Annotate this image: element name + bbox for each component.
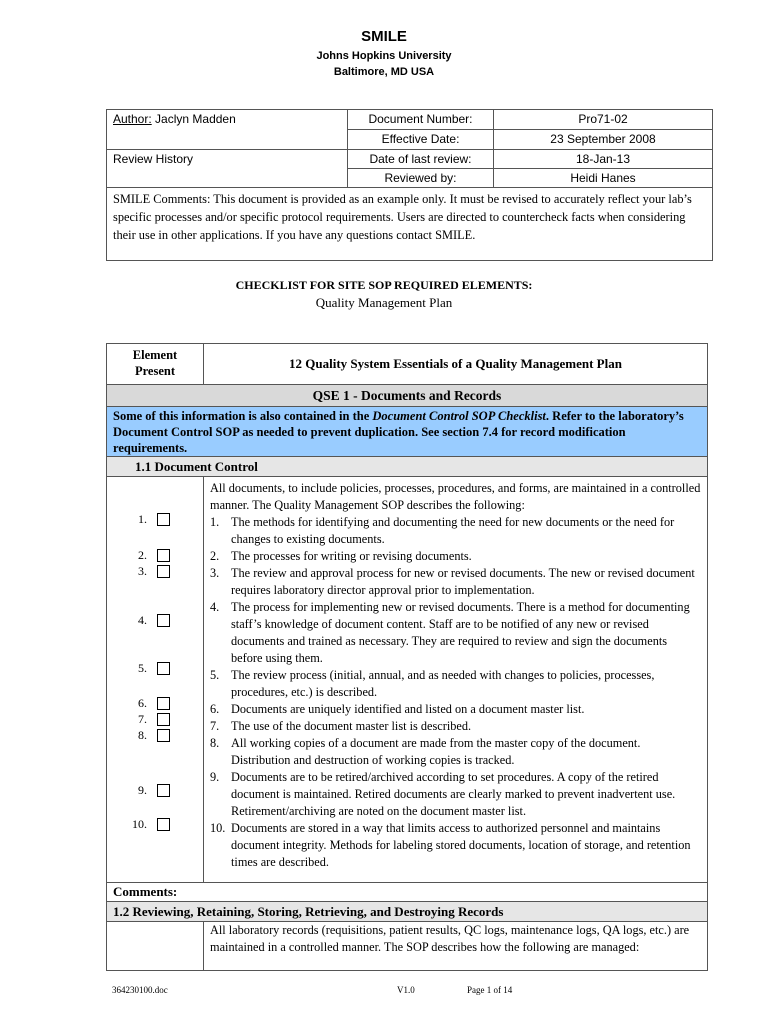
author-name: Jaclyn Madden (155, 112, 236, 126)
records-text: All laboratory records (requisitions, patient results, QC logs, maintenance logs, QA logs, etc.) are maintained in a controlled manner. The SOP describes how the following are managed: (210, 923, 690, 954)
checkbox-row (129, 781, 170, 798)
item-text: The use of the document master list is described. (231, 719, 472, 733)
checkbox-row (129, 611, 170, 628)
last-review-label: Date of last review: (348, 150, 494, 169)
note-reference: Document Control SOP Checklist (372, 409, 546, 423)
document-control-body (107, 477, 707, 883)
checkbox-row (129, 546, 170, 563)
list-item (210, 701, 701, 718)
element-present-header (107, 344, 204, 384)
item-number: 5. (210, 668, 220, 682)
checkbox-8[interactable] (157, 729, 170, 742)
note-text-start: Some of this information is also contained in the (113, 409, 373, 423)
table-header-row (107, 344, 707, 385)
checklist-table (106, 343, 708, 971)
item-number: 7. (210, 719, 220, 733)
org-location: Baltimore, MD USA (333, 66, 435, 78)
qse-title-row: QSE 1 - Documents and Records (107, 385, 707, 407)
section-records: 1.2 Reviewing, Retaining, Storing, Retrieving, and Destroying Records (107, 902, 707, 922)
checkbox-6[interactable] (157, 697, 170, 710)
checkbox-row (129, 815, 170, 832)
checkbox-3[interactable] (157, 565, 170, 578)
checkbox-label: 9. (138, 783, 147, 798)
item-number: 1. (210, 515, 220, 529)
section-document-control: 1.1 Document Control (107, 457, 707, 477)
list-item (210, 820, 701, 871)
item-text: The processes for writing or revising documents. (231, 549, 472, 563)
checklist-subtitle: Quality Management Plan (315, 295, 453, 310)
checkbox-row (129, 726, 170, 743)
item-text: All working copies of a document are made from the master copy of the document. Distribution and destruction of working copies is tracked. (231, 736, 641, 767)
checkbox-label: 8. (138, 728, 147, 743)
records-checkbox-column (107, 922, 204, 970)
checkbox-5[interactable] (157, 662, 170, 675)
footer-filename: 364230100.doc (112, 985, 168, 995)
checkbox-4[interactable] (157, 614, 170, 627)
note-text-end: . Refer to the laboratory’s Document Control SOP as needed to prevent duplication. See section 7.4 for record modification requirements. (113, 409, 684, 455)
item-text: Documents are to be retired/archived according to set procedures. A copy of the retired document is maintained. Retired documents are clearly marked to prevent inadvertent use. Retirement/archiving are noted on the document master list. (231, 770, 676, 818)
footer-page-number: Page 1 of 14 (467, 985, 513, 995)
list-item (210, 565, 701, 599)
checkbox-label: 5. (138, 661, 147, 676)
checkbox-column (107, 477, 204, 882)
reviewed-by-label: Reviewed by: (348, 169, 494, 188)
records-body (107, 922, 707, 970)
effective-date-label: Effective Date: (348, 130, 494, 150)
list-item (210, 514, 701, 548)
checkbox-label: 2. (138, 548, 147, 563)
checkbox-label: 7. (138, 712, 147, 727)
checkbox-row (129, 710, 170, 727)
checkbox-label: 4. (138, 613, 147, 628)
item-text: The review process (initial, annual, and as needed with changes to policies, processes, procedures, etc.) is described. (231, 668, 655, 699)
item-text: Documents are uniquely identified and listed on a document master list. (231, 702, 585, 716)
list-item (210, 769, 701, 820)
checkbox-label: 3. (138, 564, 147, 579)
list-item (210, 548, 701, 565)
doc-number: Pro71-02 (494, 110, 712, 130)
document-control-intro: All documents, to include policies, processes, procedures, and forms, are maintained in a controlled manner. The Quality Management SOP describes the following: (210, 481, 701, 512)
document-control-text (204, 477, 707, 882)
item-text: The process for implementing new or revised documents. There is a method for documenting staff’s knowledge of document content. Staff are to be notified of any new or revised documents and trained as necessary. They are required to review and sign the documents before using them. (231, 600, 690, 665)
item-number: 10. (210, 821, 226, 835)
checkbox-row (129, 510, 170, 527)
org-name: SMILE (361, 28, 407, 45)
list-item (210, 718, 701, 735)
item-number: 9. (210, 770, 220, 784)
checkbox-7[interactable] (157, 713, 170, 726)
qse-header: 12 Quality System Essentials of a Quality Management Plan (289, 356, 622, 371)
list-item (210, 667, 701, 701)
checkbox-10[interactable] (157, 818, 170, 831)
doc-number-label: Document Number: (348, 110, 494, 130)
requirements-list (210, 514, 701, 871)
checkbox-row (129, 659, 170, 676)
item-text: Documents are stored in a way that limits access to authorized personnel and maintains document integrity. Methods for labeling stored documents, location of storage, and retention times are described. (231, 821, 691, 869)
item-number: 6. (210, 702, 220, 716)
comments-row: Comments: (107, 883, 707, 902)
checkbox-label: 10. (132, 817, 147, 832)
checkbox-label: 1. (138, 512, 147, 527)
reviewed-by: Heidi Hanes (494, 169, 712, 188)
info-note-row (107, 407, 707, 457)
last-review-date: 18-Jan-13 (494, 150, 712, 169)
item-number: 3. (210, 566, 220, 580)
item-text: The review and approval process for new or revised documents. The new or revised document requires laboratory director approval prior to implementation. (231, 566, 695, 597)
checkbox-1[interactable] (157, 513, 170, 526)
checkbox-label: 6. (138, 696, 147, 711)
element-header-line1: Element (132, 348, 178, 362)
footer-version: V1.0 (397, 985, 415, 995)
item-number: 4. (210, 600, 220, 614)
smile-comments: SMILE Comments: This document is provided as an example only. It must be revised to accurately reflect your lab’s specific processes and/or specific protocol requirements. Users are directed to countercheck facts when considering their use in other applications. If you have any questions contact SMILE. (113, 192, 692, 242)
author-cell (107, 110, 348, 150)
author-label: Author: (113, 112, 152, 126)
list-item (210, 735, 701, 769)
checkbox-row (129, 562, 170, 579)
item-number: 2. (210, 549, 220, 563)
checkbox-row (129, 694, 170, 711)
list-item (210, 599, 701, 667)
checklist-title: CHECKLIST FOR SITE SOP REQUIRED ELEMENTS: (235, 278, 533, 292)
element-header-line2: Present (134, 364, 176, 378)
checkbox-9[interactable] (157, 784, 170, 797)
review-history: Review History (107, 150, 348, 188)
effective-date: 23 September 2008 (494, 130, 712, 150)
document-header-table (106, 109, 713, 261)
item-text: The methods for identifying and documenting the need for new documents or the need for changes to existing documents. (231, 515, 675, 546)
org-university: Johns Hopkins University (316, 50, 452, 62)
item-number: 8. (210, 736, 220, 750)
checkbox-2[interactable] (157, 549, 170, 562)
